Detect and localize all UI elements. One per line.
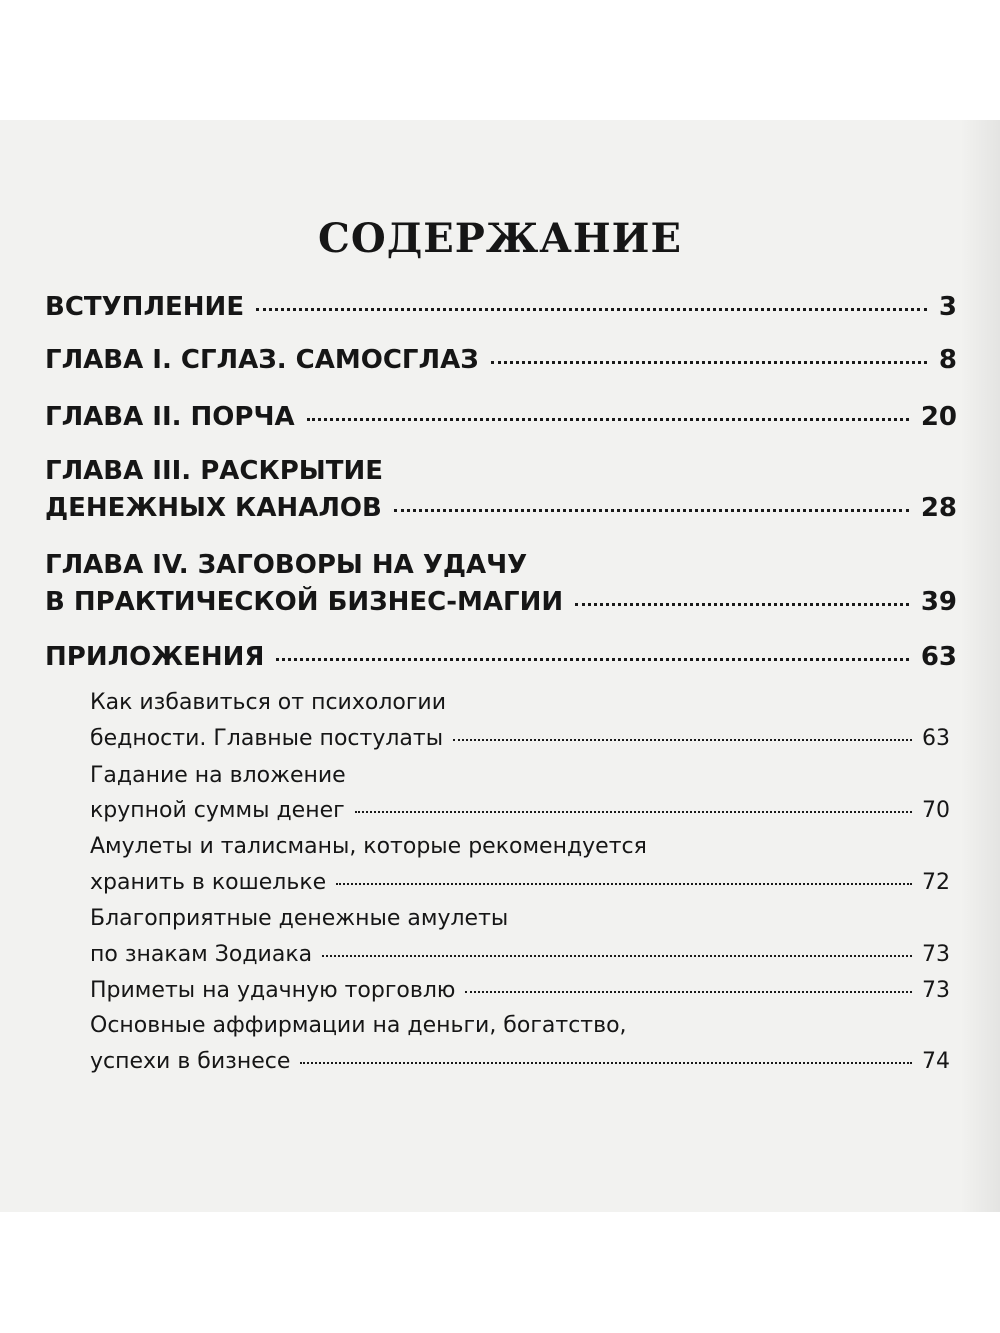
- toc-entry-text: ГЛАВА I. СГЛАЗ. САМОСГЛАЗ: [45, 345, 479, 375]
- toc-page-number: 63: [920, 642, 957, 672]
- toc-page-number: 72: [922, 870, 950, 895]
- toc-entry-text: успехи в бизнесе: [90, 1049, 291, 1074]
- toc-entry-chapter-4[interactable]: [45, 587, 957, 617]
- toc-subentry-4-line1: Благоприятные денежные амулеты: [90, 906, 509, 931]
- dot-leader: [465, 991, 912, 993]
- page-title: СОДЕРЖАНИЕ: [318, 215, 682, 262]
- book-page: [0, 120, 1000, 1212]
- dot-leader: [453, 739, 912, 741]
- toc-entry-chapter-3-line1: ГЛАВА III. РАСКРЫТИЕ: [45, 456, 383, 486]
- toc-subentry-6-line1: Основные аффирмации на деньги, богатство,: [90, 1013, 627, 1038]
- dot-leader: [491, 361, 927, 364]
- toc-entry-introduction[interactable]: [45, 292, 957, 322]
- toc-subentry-1[interactable]: [90, 726, 950, 751]
- toc-page-number: 70: [922, 798, 950, 823]
- toc-subentry-3-line1: Амулеты и талисманы, которые рекомендуется: [90, 834, 647, 859]
- toc-entry-text: по знакам Зодиака: [90, 942, 313, 967]
- toc-entry-text: ПРИЛОЖЕНИЯ: [45, 642, 265, 672]
- toc-subentry-3[interactable]: [90, 870, 950, 895]
- toc-entry-text: ВСТУПЛЕНИЕ: [45, 292, 245, 322]
- toc-page-number: 3: [938, 292, 957, 322]
- toc-entry-chapter-3[interactable]: [45, 493, 957, 523]
- toc-page-number: 74: [922, 1049, 950, 1074]
- toc-entry-text: ДЕНЕЖНЫХ КАНАЛОВ: [45, 493, 382, 523]
- toc-subentry-4[interactable]: [90, 942, 950, 967]
- toc-page-number: 63: [922, 726, 950, 751]
- toc-page-number: 28: [920, 493, 957, 523]
- toc-entry-chapter-2[interactable]: [45, 402, 957, 432]
- toc-subentry-6[interactable]: [90, 1049, 950, 1074]
- toc-page-number: 73: [922, 942, 950, 967]
- dot-leader: [575, 603, 909, 606]
- dot-leader: [256, 308, 927, 311]
- toc-entry-text: В ПРАКТИЧЕСКОЙ БИЗНЕС-МАГИИ: [45, 587, 564, 617]
- toc-subentry-2[interactable]: [90, 798, 950, 823]
- toc-page-number: 73: [922, 978, 950, 1003]
- toc-page-number: 8: [938, 345, 957, 375]
- toc-page-number: 39: [920, 587, 957, 617]
- toc-entry-text: ГЛАВА II. ПОРЧА: [45, 402, 295, 432]
- dot-leader: [322, 955, 912, 957]
- toc-entry-chapter-1[interactable]: [45, 345, 957, 375]
- toc-subentry-1-line1: Как избавиться от психологии: [90, 690, 446, 715]
- toc-subentry-2-line1: Гадание на вложение: [90, 763, 346, 788]
- dot-leader: [276, 658, 908, 661]
- toc-entry-text: хранить в кошельке: [90, 870, 327, 895]
- dot-leader: [300, 1062, 912, 1064]
- toc-entry-text: Приметы на удачную торговлю: [90, 978, 456, 1003]
- dot-leader: [336, 883, 912, 885]
- dot-leader: [307, 418, 909, 421]
- toc-entry-text: бедности. Главные постулаты: [90, 726, 444, 751]
- toc-page-number: 20: [920, 402, 957, 432]
- toc-entry-chapter-4-line1: ГЛАВА IV. ЗАГОВОРЫ НА УДАЧУ: [45, 550, 528, 580]
- toc-subentry-5[interactable]: [90, 978, 950, 1003]
- page-edge-shadow: [960, 120, 1000, 1212]
- toc-entry-appendices[interactable]: [45, 642, 957, 672]
- dot-leader: [394, 509, 909, 512]
- dot-leader: [355, 811, 912, 813]
- toc-entry-text: крупной суммы денег: [90, 798, 345, 823]
